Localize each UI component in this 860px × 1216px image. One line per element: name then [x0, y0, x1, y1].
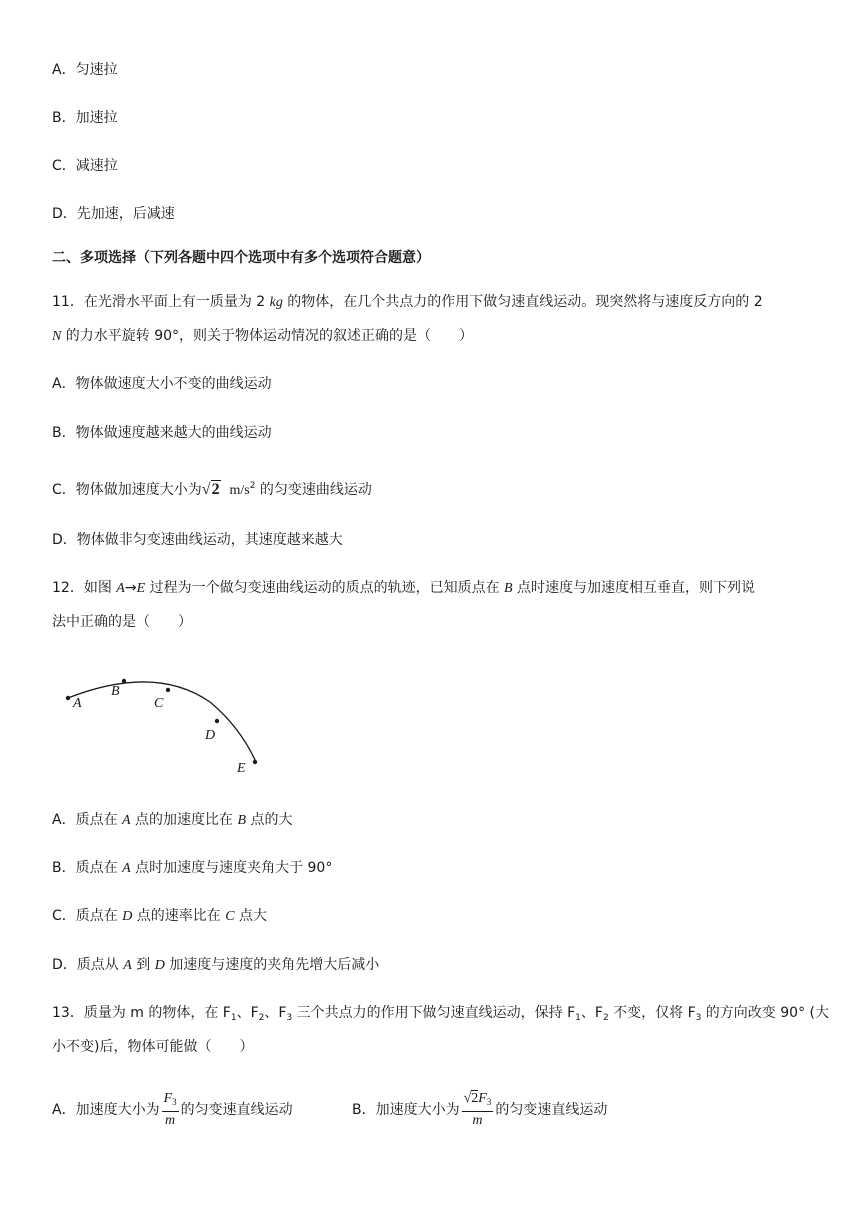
- q11-option-b: B．物体做速度越来越大的曲线运动: [52, 425, 272, 441]
- point-b: [122, 679, 126, 683]
- q10-option-c: C．减速拉: [52, 158, 118, 174]
- q11-option-a: A．物体做速度大小不变的曲线运动: [52, 376, 272, 392]
- q13-option-a: A．加速度大小为 $\frac{F_3}{m}$ 的匀变速直线运动: [52, 1091, 293, 1128]
- point-e: [253, 760, 257, 764]
- label-d: D: [205, 728, 216, 743]
- q11-stem-line2: N 的力水平旋转 90°，则关于物体运动情况的叙述正确的是（ ）: [52, 328, 474, 344]
- q12-stem-line2: 法中正确的是（ ）: [52, 614, 192, 630]
- label-a: A: [73, 696, 82, 711]
- q10-option-d: D．先加速，后减速: [52, 206, 175, 222]
- fraction-sqrt2-f3-over-m: $\frac{√2F_3}{m}$: [463, 1091, 492, 1128]
- q12-stem-line1: 12．如图 A→E 过程为一个做匀变速曲线运动的质点的轨迹，已知质点在 B 点时速度与加速度相互垂直，则下列说: [52, 580, 756, 596]
- q11-option-c: C．物体做加速度大小为√2 $m/s^2$ 的匀变速曲线运动: [52, 481, 372, 498]
- label-b: B: [111, 684, 120, 699]
- trajectory-figure: [60, 672, 270, 782]
- q11-stem-line1: 11．在光滑水平面上有一质量为 2 kg 的物体，在几个共点力的作用下做匀速直线运动。现突然将与速度反方向的 2: [52, 294, 763, 310]
- q12-option-b: B．质点在 A 点时加速度与速度夹角大于 90°: [52, 860, 333, 876]
- label-e: E: [237, 761, 246, 776]
- q10-option-a: A．匀速拉: [52, 62, 118, 78]
- q12-option-a: A．质点在 A 点的加速度比在 B 点的大: [52, 812, 293, 828]
- q12-option-d: D．质点从 A 到 D 加速度与速度的夹角先增大后减小: [52, 957, 380, 973]
- label-c: C: [154, 696, 164, 711]
- section-title: 二、多项选择（下列各题中四个选项中有多个选项符合题意）: [52, 250, 430, 266]
- trajectory-curve: [68, 682, 256, 762]
- q13-option-b: B．加速度大小为 $\frac{√2F_3}{m}$ 的匀变速直线运动: [352, 1091, 608, 1128]
- q10-option-b: B．加速拉: [52, 110, 118, 126]
- point-c: [166, 688, 170, 692]
- point-d: [215, 719, 219, 723]
- q13-stem-line1: 13．质量为 m 的物体，在 $F_1$、$F_2$、$F_3$ 三个共点力的作用下做匀速直线运动，保持 $F_1$、$F_2$ 不变，仅将 $F_3$ 的方向改变 90° (大: [52, 1005, 829, 1023]
- sqrt-symbol: √2: [201, 481, 220, 498]
- point-a: [66, 696, 70, 700]
- q13-stem-line2: 小不变)后，物体可能做（ ）: [52, 1039, 254, 1055]
- q11-option-d: D．物体做非匀变速曲线运动，其速度越来越大: [52, 532, 343, 548]
- fraction-f3-over-m: $\frac{F_3}{m}$: [163, 1091, 177, 1128]
- q12-option-c: C．质点在 D 点的速率比在 C 点大: [52, 908, 268, 924]
